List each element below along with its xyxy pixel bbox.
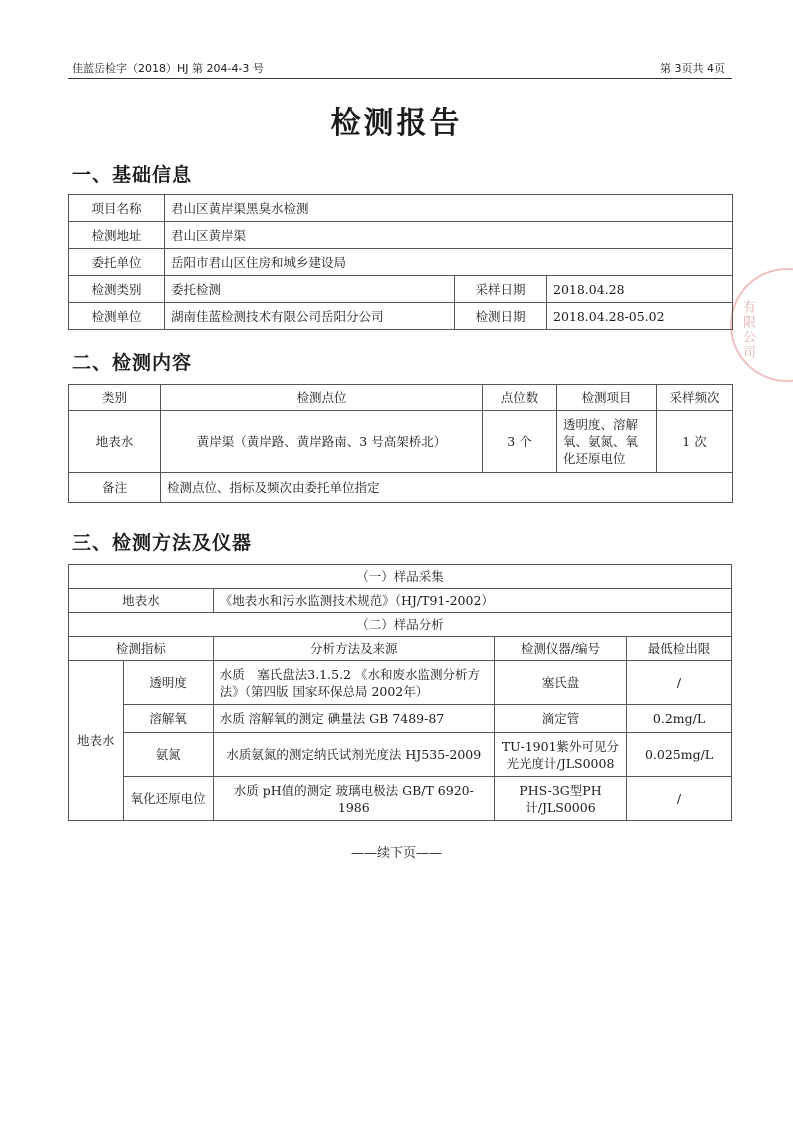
table-header-row [69, 637, 732, 661]
table-row [69, 249, 733, 276]
indicator-cell: 溶解氧 [123, 705, 213, 733]
label-cell: 项目名称 [69, 195, 165, 222]
header-divider [68, 78, 732, 79]
table-row [69, 411, 733, 473]
limit-cell: / [627, 777, 732, 821]
column-header: 分析方法及来源 [213, 637, 494, 661]
value-cell: 君山区黄岸渠黑臭水检测 [165, 195, 733, 222]
page-indicator: 第 3页共 4页 [660, 62, 725, 75]
subsection-sampling: （一）样品采集 [69, 565, 732, 589]
value-cell: 君山区黄岸渠 [165, 222, 733, 249]
instrument-cell: 塞氏盘 [494, 661, 626, 705]
label-cell: 检测单位 [69, 303, 165, 330]
document-number: 佳蓝岳检字（2018）HJ 第 204-4-3 号 [72, 62, 264, 75]
frequency-cell: 1 次 [657, 411, 733, 473]
method-cell: 水质 pH值的测定 玻璃电极法 GB/T 6920-1986 [213, 777, 494, 821]
basic-info-table [68, 194, 733, 330]
method-cell: 水质 溶解氧的测定 碘量法 GB 7489-87 [213, 705, 494, 733]
count-cell: 3 个 [483, 411, 557, 473]
table-header-row [69, 385, 733, 411]
section-basic-info-heading: 一、基础信息 [72, 164, 193, 186]
continued-note: ——续下页—— [350, 846, 442, 861]
note-value: 检测点位、指标及频次由委托单位指定 [161, 473, 733, 503]
table-row [69, 733, 732, 777]
instrument-cell: PHS-3G型PH计/JLS0006 [494, 777, 626, 821]
value-cell: 岳阳市君山区住房和城乡建设局 [165, 249, 733, 276]
subsection-row [69, 613, 732, 637]
sampling-type: 地表水 [69, 589, 214, 613]
point-cell: 黄岸渠（黄岸路、黄岸路南、3 号高架桥北） [161, 411, 483, 473]
value-cell: 委托检测 [165, 276, 455, 303]
method-instrument-table [68, 564, 732, 821]
subsection-analysis: （二）样品分析 [69, 613, 732, 637]
sampling-method: 《地表水和污水监测技术规范》（HJ/T91-2002） [213, 589, 731, 613]
column-header: 检测仪器/编号 [494, 637, 626, 661]
subsection-row [69, 565, 732, 589]
method-cell: 水质 塞氏盘法3.1.5.2 《水和废水监测分析方法》（第四版 国家环保总局 2002年） [213, 661, 494, 705]
group-cell: 地表水 [69, 661, 124, 821]
section-content-heading: 二、检测内容 [72, 352, 193, 374]
limit-cell: 0.025mg/L [627, 733, 732, 777]
method-cell: 水质氨氮的测定纳氏试剂光度法 HJ535-2009 [213, 733, 494, 777]
table-row [69, 705, 732, 733]
column-header: 采样频次 [657, 385, 733, 411]
table-row [69, 222, 733, 249]
column-header: 检测指标 [69, 637, 214, 661]
indicator-cell: 氧化还原电位 [123, 777, 213, 821]
label-cell: 检测类别 [69, 276, 165, 303]
value-cell: 2018.04.28-05.02 [547, 303, 733, 330]
column-header: 最低检出限 [627, 637, 732, 661]
label-cell: 检测日期 [455, 303, 547, 330]
indicator-cell: 氨氮 [123, 733, 213, 777]
label-cell: 检测地址 [69, 222, 165, 249]
limit-cell: / [627, 661, 732, 705]
category-cell: 地表水 [69, 411, 161, 473]
column-header: 点位数 [483, 385, 557, 411]
report-title: 检测报告 [330, 106, 463, 141]
table-row [69, 195, 733, 222]
table-row [69, 276, 733, 303]
instrument-cell: 滴定管 [494, 705, 626, 733]
label-cell: 委托单位 [69, 249, 165, 276]
limit-cell: 0.2mg/L [627, 705, 732, 733]
table-row [69, 777, 732, 821]
detection-content-table [68, 384, 733, 503]
column-header: 类别 [69, 385, 161, 411]
value-cell: 2018.04.28 [547, 276, 733, 303]
items-cell: 透明度、溶解氧、氨氮、氧化还原电位 [557, 411, 657, 473]
label-cell: 采样日期 [455, 276, 547, 303]
table-row [69, 303, 733, 330]
note-label: 备注 [69, 473, 161, 503]
instrument-cell: TU-1901紫外可见分光光度计/JLS0008 [494, 733, 626, 777]
column-header: 检测项目 [557, 385, 657, 411]
table-row [69, 589, 732, 613]
value-cell: 湖南佳蓝检测技术有限公司岳阳分公司 [165, 303, 455, 330]
indicator-cell: 透明度 [123, 661, 213, 705]
column-header: 检测点位 [161, 385, 483, 411]
table-row [69, 473, 733, 503]
company-seal-text: 有限公司 [740, 300, 755, 360]
table-row [69, 661, 732, 705]
section-method-heading: 三、检测方法及仪器 [72, 532, 253, 554]
